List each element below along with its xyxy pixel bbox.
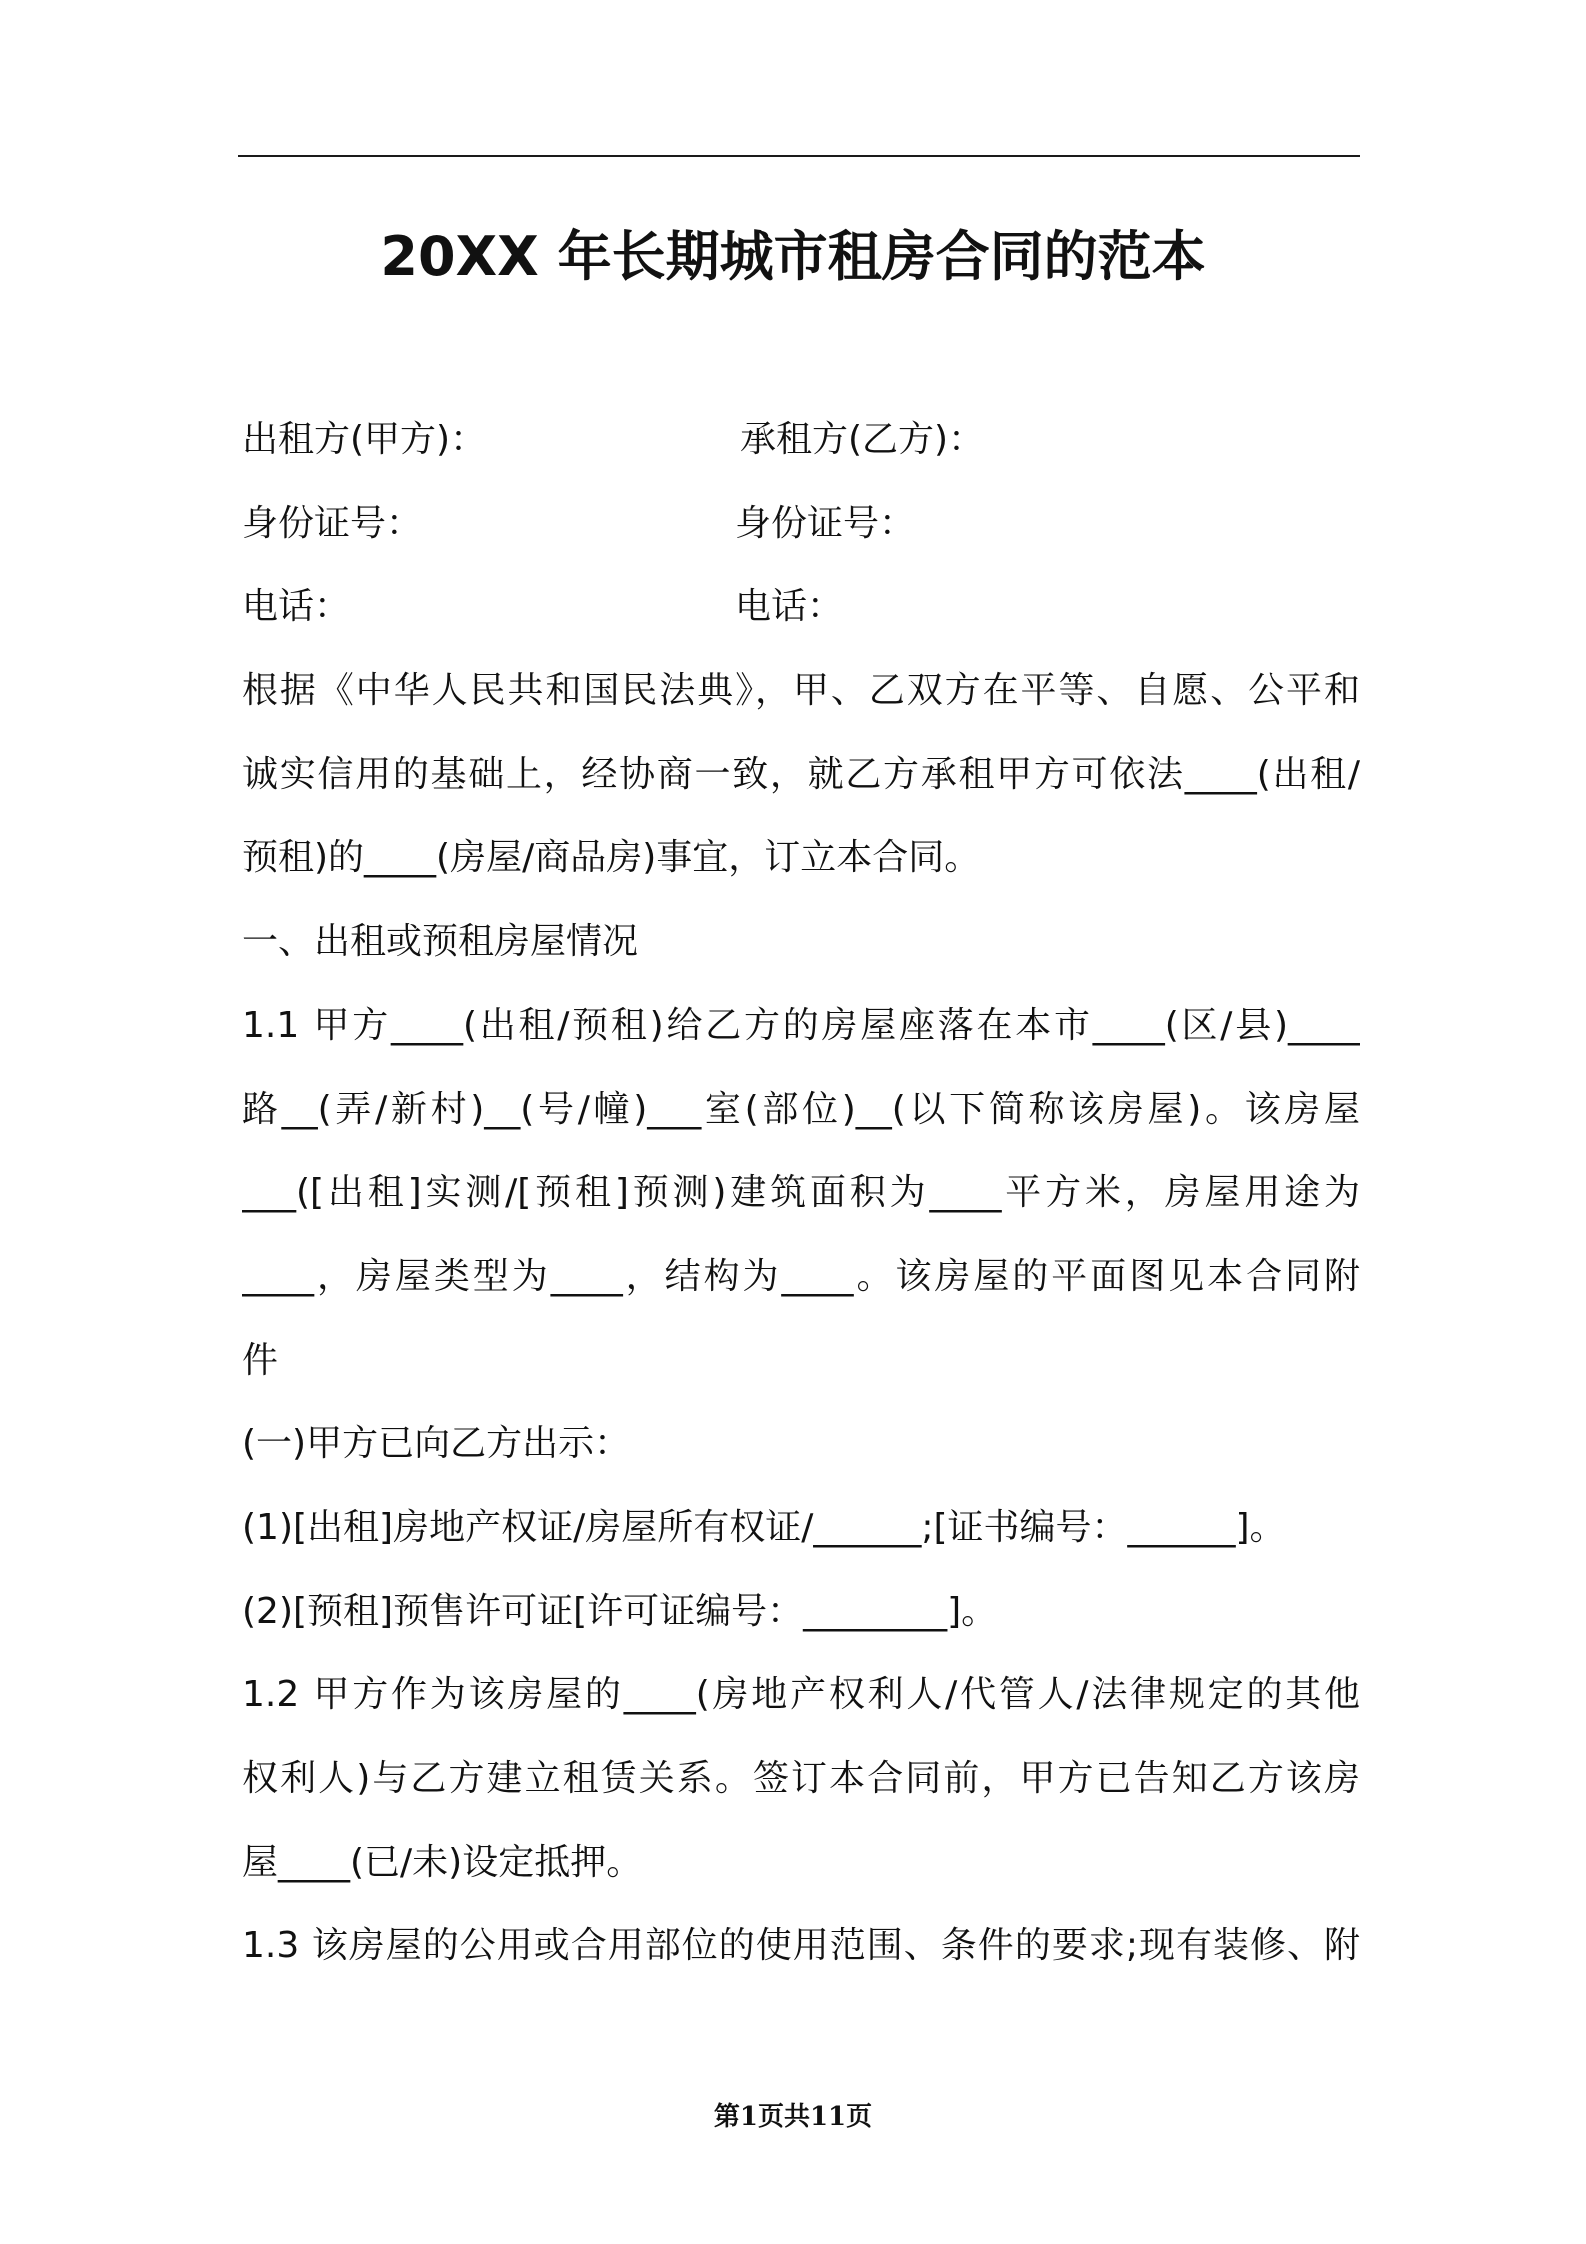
body-line: 诚实信用的基础上，经协商一致，就乙方承租甲方可依法____(出租/: [242, 753, 1360, 795]
body-line: (一)甲方已向乙方出示：: [242, 1423, 631, 1465]
lessor-label: 出租方(甲方)：: [242, 419, 487, 460]
body-line: (2)[预租]预售许可证[许可证编号：________]。: [242, 1590, 998, 1632]
lessor-id-label: 身份证号：: [242, 502, 423, 544]
body-line: 路__(弄/新村)__(号/幢)___室(部位)__(以下简称该房屋)。该房屋: [242, 1088, 1360, 1130]
body-line: ____，房屋类型为____，结构为____。该房屋的平面图见本合同附: [242, 1255, 1360, 1297]
body-line: 屋____(已/未)设定抵押。: [242, 1841, 643, 1883]
party-row-ids: [242, 482, 1360, 566]
body-line: (1)[出租]房地产权证/房屋所有权证/______;[证书编号：______]。: [242, 1506, 1286, 1548]
header-rule: [238, 155, 1360, 157]
party-row-names: [242, 398, 1360, 482]
body-line: 1.3 该房屋的公用或合用部位的使用范围、条件的要求;现有装修、附: [242, 1925, 1360, 1967]
body-line: 权利人)与乙方建立租赁关系。签订本合同前，甲方已告知乙方该房: [242, 1758, 1360, 1799]
body-line: 件: [242, 1339, 279, 1381]
body-line: 根据《中华人民共和国民法典》，甲、乙双方在平等、自愿、公平和: [242, 670, 1360, 712]
lessee-label: 承租方(乙方)：: [740, 419, 985, 460]
party-row-phones: [242, 565, 1360, 649]
body-line: 预租)的____(房屋/商品房)事宜，订立本合同。: [242, 837, 981, 879]
lessee-id-label: 身份证号：: [735, 502, 916, 544]
document-title: 20XX 年长期城市租房合同的范本: [380, 225, 1206, 288]
lessor-phone-label: 电话：: [242, 586, 351, 628]
page-indicator: 第1页共11页: [713, 2102, 873, 2132]
body-line: 1.1 甲方____(出租/预租)给乙方的房屋座落在本市____(区/县)____: [242, 1004, 1360, 1046]
lessee-phone-label: 电话：: [735, 586, 844, 628]
body-line: 1.2 甲方作为该房屋的____(房地产权利人/代管人/法律规定的其他: [242, 1674, 1360, 1716]
document-body: [242, 398, 1360, 1988]
body-line: ___([出租]实测/[预租]预测)建筑面积为____平方米，房屋用途为: [242, 1172, 1360, 1214]
section-heading: 一、出租或预租房屋情况: [242, 921, 639, 963]
